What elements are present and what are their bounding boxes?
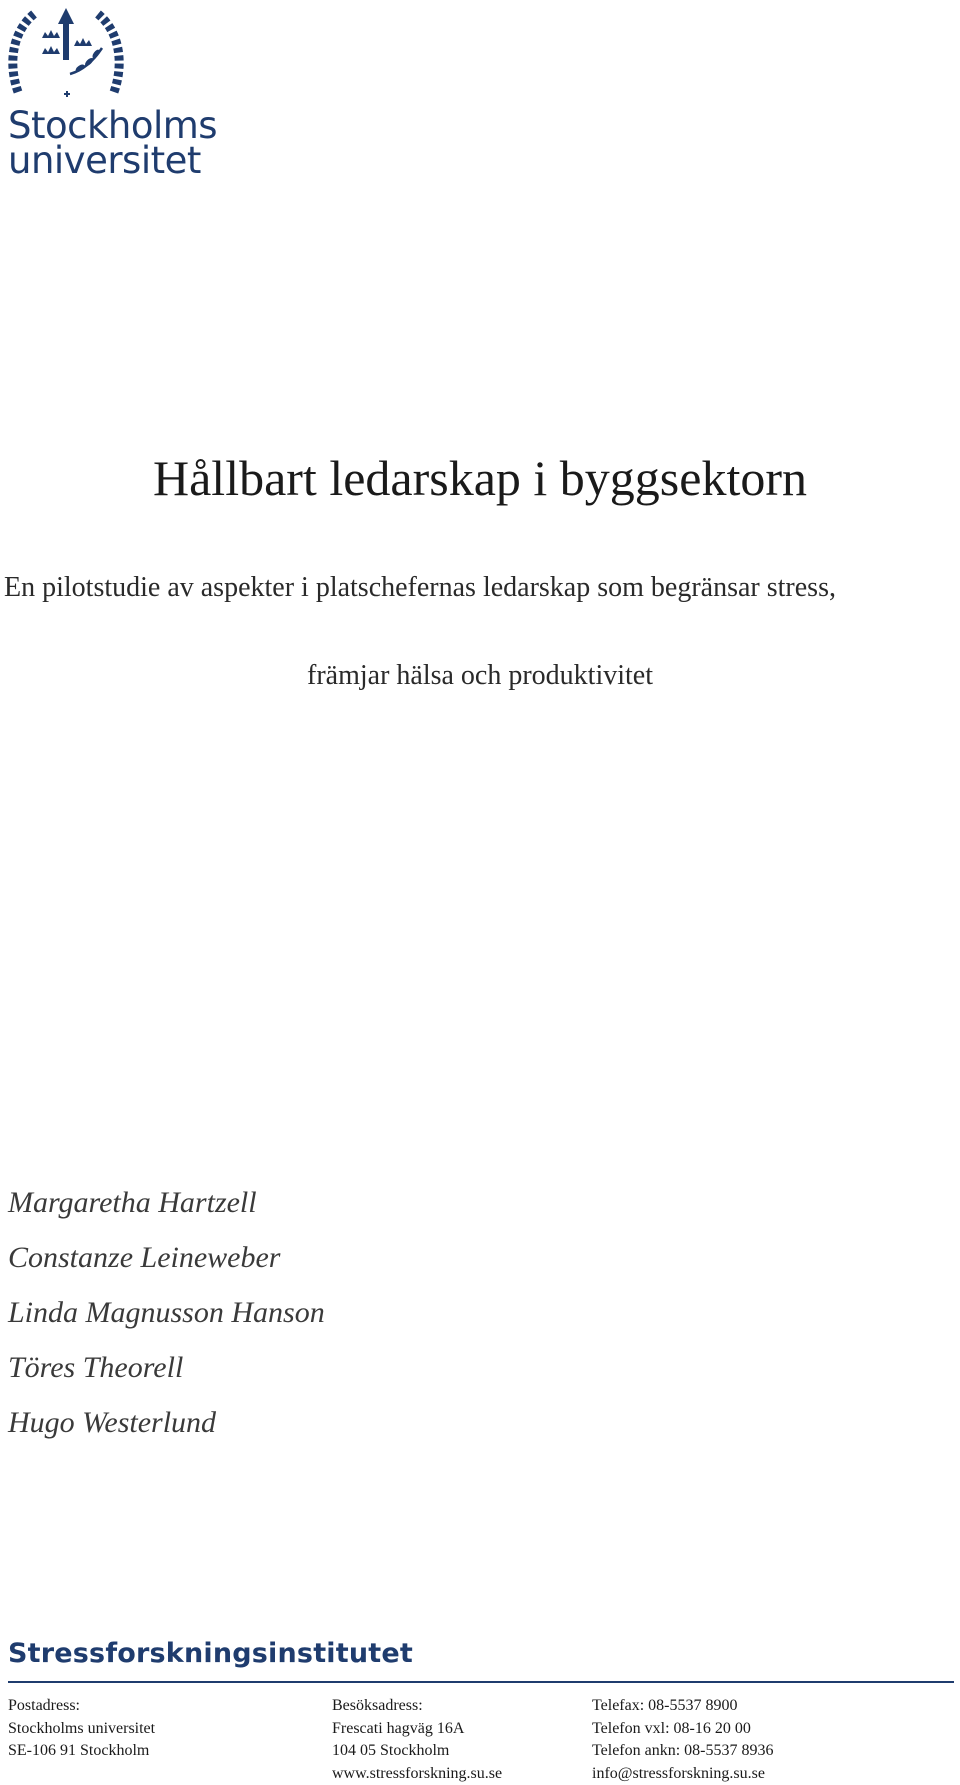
document-subtitle-line2: främjar hälsa och produktivitet [0,658,960,694]
institute-logo: Stressforskningsinstitutet [8,1637,413,1671]
document-subtitle-line1 [0,570,960,606]
email-link[interactable]: info@stressforskning.su.se [592,1763,774,1785]
footer-divider [8,1681,954,1683]
university-name-line2: universitet [8,143,217,178]
visit-label: Besöksadress: [332,1695,502,1718]
university-seal-icon [8,4,124,104]
author-name: Töres Theorell [8,1340,325,1395]
author-name: Hugo Westerlund [8,1395,325,1450]
phone-number: Telefon vxl: 08-16 20 00 [592,1718,774,1741]
visiting-address [332,1695,502,1785]
university-wordmark [8,108,217,178]
author-name: Linda Magnusson Hanson [8,1285,325,1340]
visit-line1: Frescati hagväg 16A [332,1718,502,1741]
author-list [8,1175,325,1450]
postal-line2: SE-106 91 Stockholm [8,1740,155,1763]
postal-line1: Stockholms universitet [8,1718,155,1741]
visit-line2: 104 05 Stockholm [332,1740,502,1763]
subtitle-line1-text: En pilotstudie av aspekter i platschefernas ledarskap som begränsar stress, [0,572,836,603]
website-link[interactable]: www.stressforskning.su.se [332,1763,502,1785]
postal-label: Postadress: [8,1695,155,1718]
university-logo [8,4,238,180]
university-name-line1: Stockholms [8,108,217,143]
postal-address [8,1695,155,1763]
phone-extension: Telefon ankn: 08-5537 8936 [592,1740,774,1763]
author-name: Constanze Leineweber [8,1230,325,1285]
contact-details [592,1695,774,1785]
document-title: Hållbart ledarskap i byggsektorn [0,448,960,508]
author-name: Margaretha Hartzell [8,1175,325,1230]
fax-number: Telefax: 08-5537 8900 [592,1695,774,1718]
